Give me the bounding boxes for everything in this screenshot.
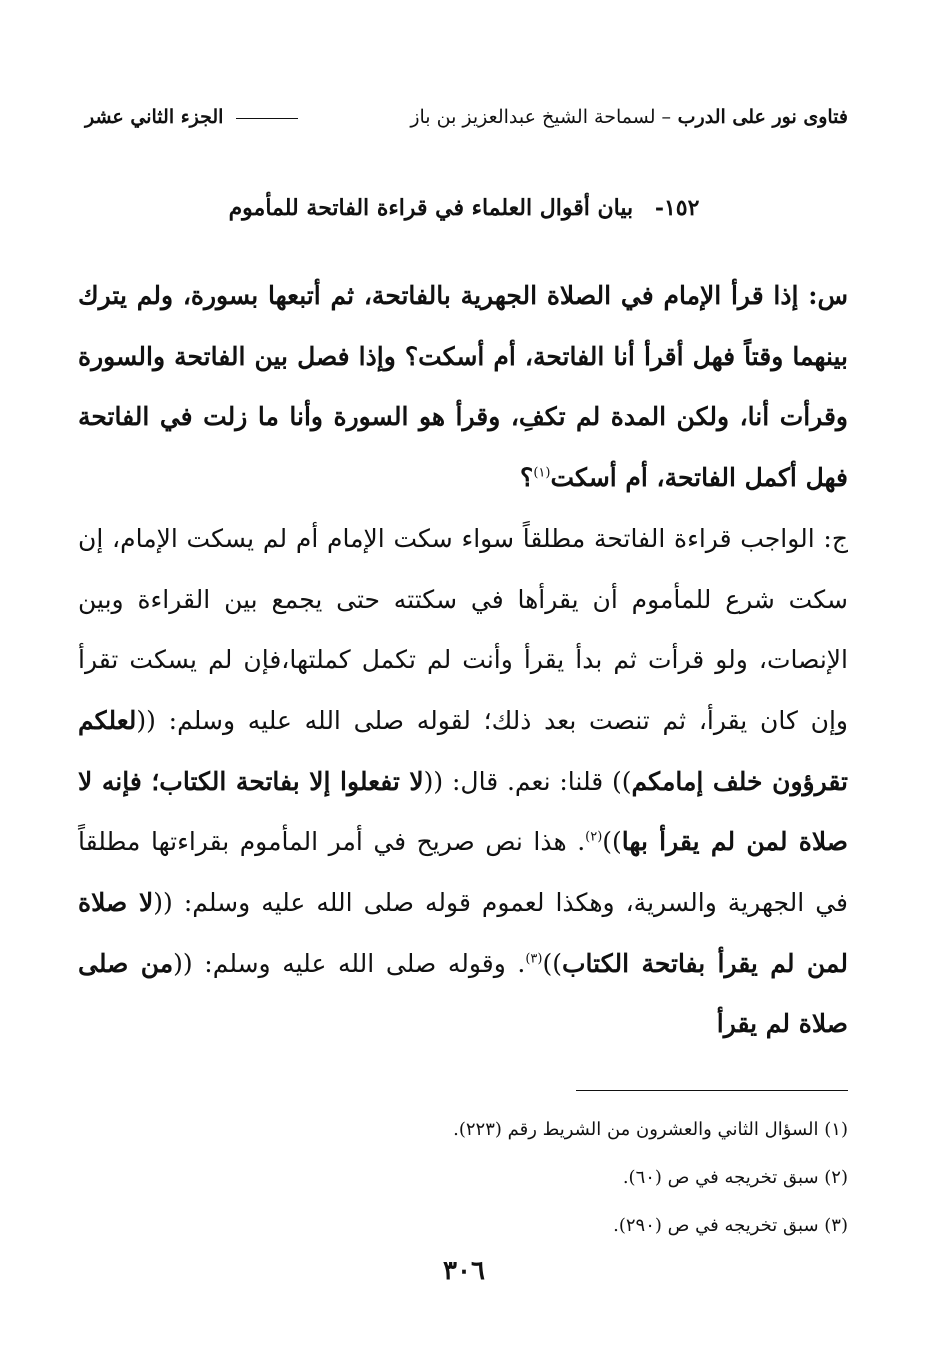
header-volume: الجزء الثاني عشر <box>85 106 224 128</box>
header-volume-block <box>85 106 304 128</box>
footnote-ref-2: (٢) <box>585 830 603 845</box>
question-end: ؟ <box>520 463 534 493</box>
running-header <box>85 100 848 134</box>
section-number: ١٥٢- <box>654 195 700 221</box>
hadith-quote-3: لا صلاة لمن لم يقرأ بفاتحة الكتاب <box>78 888 848 978</box>
answer-part-3: )) <box>602 827 622 857</box>
header-author: – لسماحة الشيخ عبدالعزيز بن باز <box>410 106 672 128</box>
answer-part-6: . وقوله صلى الله عليه وسلم: (( <box>173 948 526 978</box>
section-title: بيان أقوال العلماء في قراءة الفاتحة للمأموم <box>228 195 634 221</box>
header-book-title: فتاوى نور على الدرب <box>677 106 848 128</box>
footnotes <box>80 1106 848 1250</box>
body-text <box>78 266 848 1055</box>
hadith-quote-1: لعلكم تقرؤون خلف إمامكم <box>78 705 848 796</box>
footnote-3: (٣) سبق تخريجه في ص (٢٩٠). <box>613 1215 848 1236</box>
answer-part-4: . هذا نص صريح في أمر المأموم بقراءتها مطلقاً في الجهرية والسرية، وهكذا لعموم قوله صلى الله عليه وسلم: (( <box>78 827 848 918</box>
hadith-quote-4: من صلى صلاة لم يقرأ <box>78 948 848 1039</box>
answer-part-1: ج: الواجب قراءة الفاتحة مطلقاً سواء سكت الإمام أم لم يسكت الإمام، إن سكت شرع للمأموم أن يقرأها في سكتته حتى يجمع بين القراءة وبين الإنصات، ولو قرأت ثم بدأ يقرأ وأنت لم تكمل كملتها،فإن لم يسكت تقرأ وإن كان يقرأ، ثم تنصت بعد ذلك؛ لقوله صلى الله عليه وسلم: (( <box>78 523 848 735</box>
page-number: ٣٠٦ <box>443 1256 485 1286</box>
header-book-info <box>410 106 848 128</box>
question-text: س: إذا قرأ الإمام في الصلاة الجهرية بالفاتحة، ثم أتبعها بسورة، ولم يترك بينهما وقتاً فهل أقرأ أنا الفاتحة، أم أسكت؟ وإذا فصل بين الفاتحة والسورة وقرأت أنا، ولكن المدة لم تكفِ، وقرأ هو السورة وأنا ما زلت في الفاتحة فهل أكمل الفاتحة، أم أسكت <box>78 281 848 493</box>
answer-part-5: )) <box>542 948 562 978</box>
header-rule <box>236 118 298 119</box>
footnote-ref-3: (٣) <box>525 951 543 967</box>
footnote-2: (٢) سبق تخريجه في ص (٦٠). <box>622 1167 848 1188</box>
answer-paragraph <box>78 509 848 1055</box>
footnote-separator <box>576 1090 848 1091</box>
section-heading <box>80 195 848 235</box>
answer-part-2: )) قلنا: نعم. قال: (( <box>423 766 632 796</box>
hadith-quote-2: لا تفعلوا إلا بفاتحة الكتاب؛ فإنه لا صلاة لمن لم يقرأ بها <box>78 766 848 857</box>
footnote-ref-1: (١) <box>533 465 551 481</box>
question-paragraph <box>78 266 848 509</box>
footnote-1: (١) السؤال الثاني والعشرون من الشريط رقم (٢٢٣). <box>453 1119 848 1140</box>
